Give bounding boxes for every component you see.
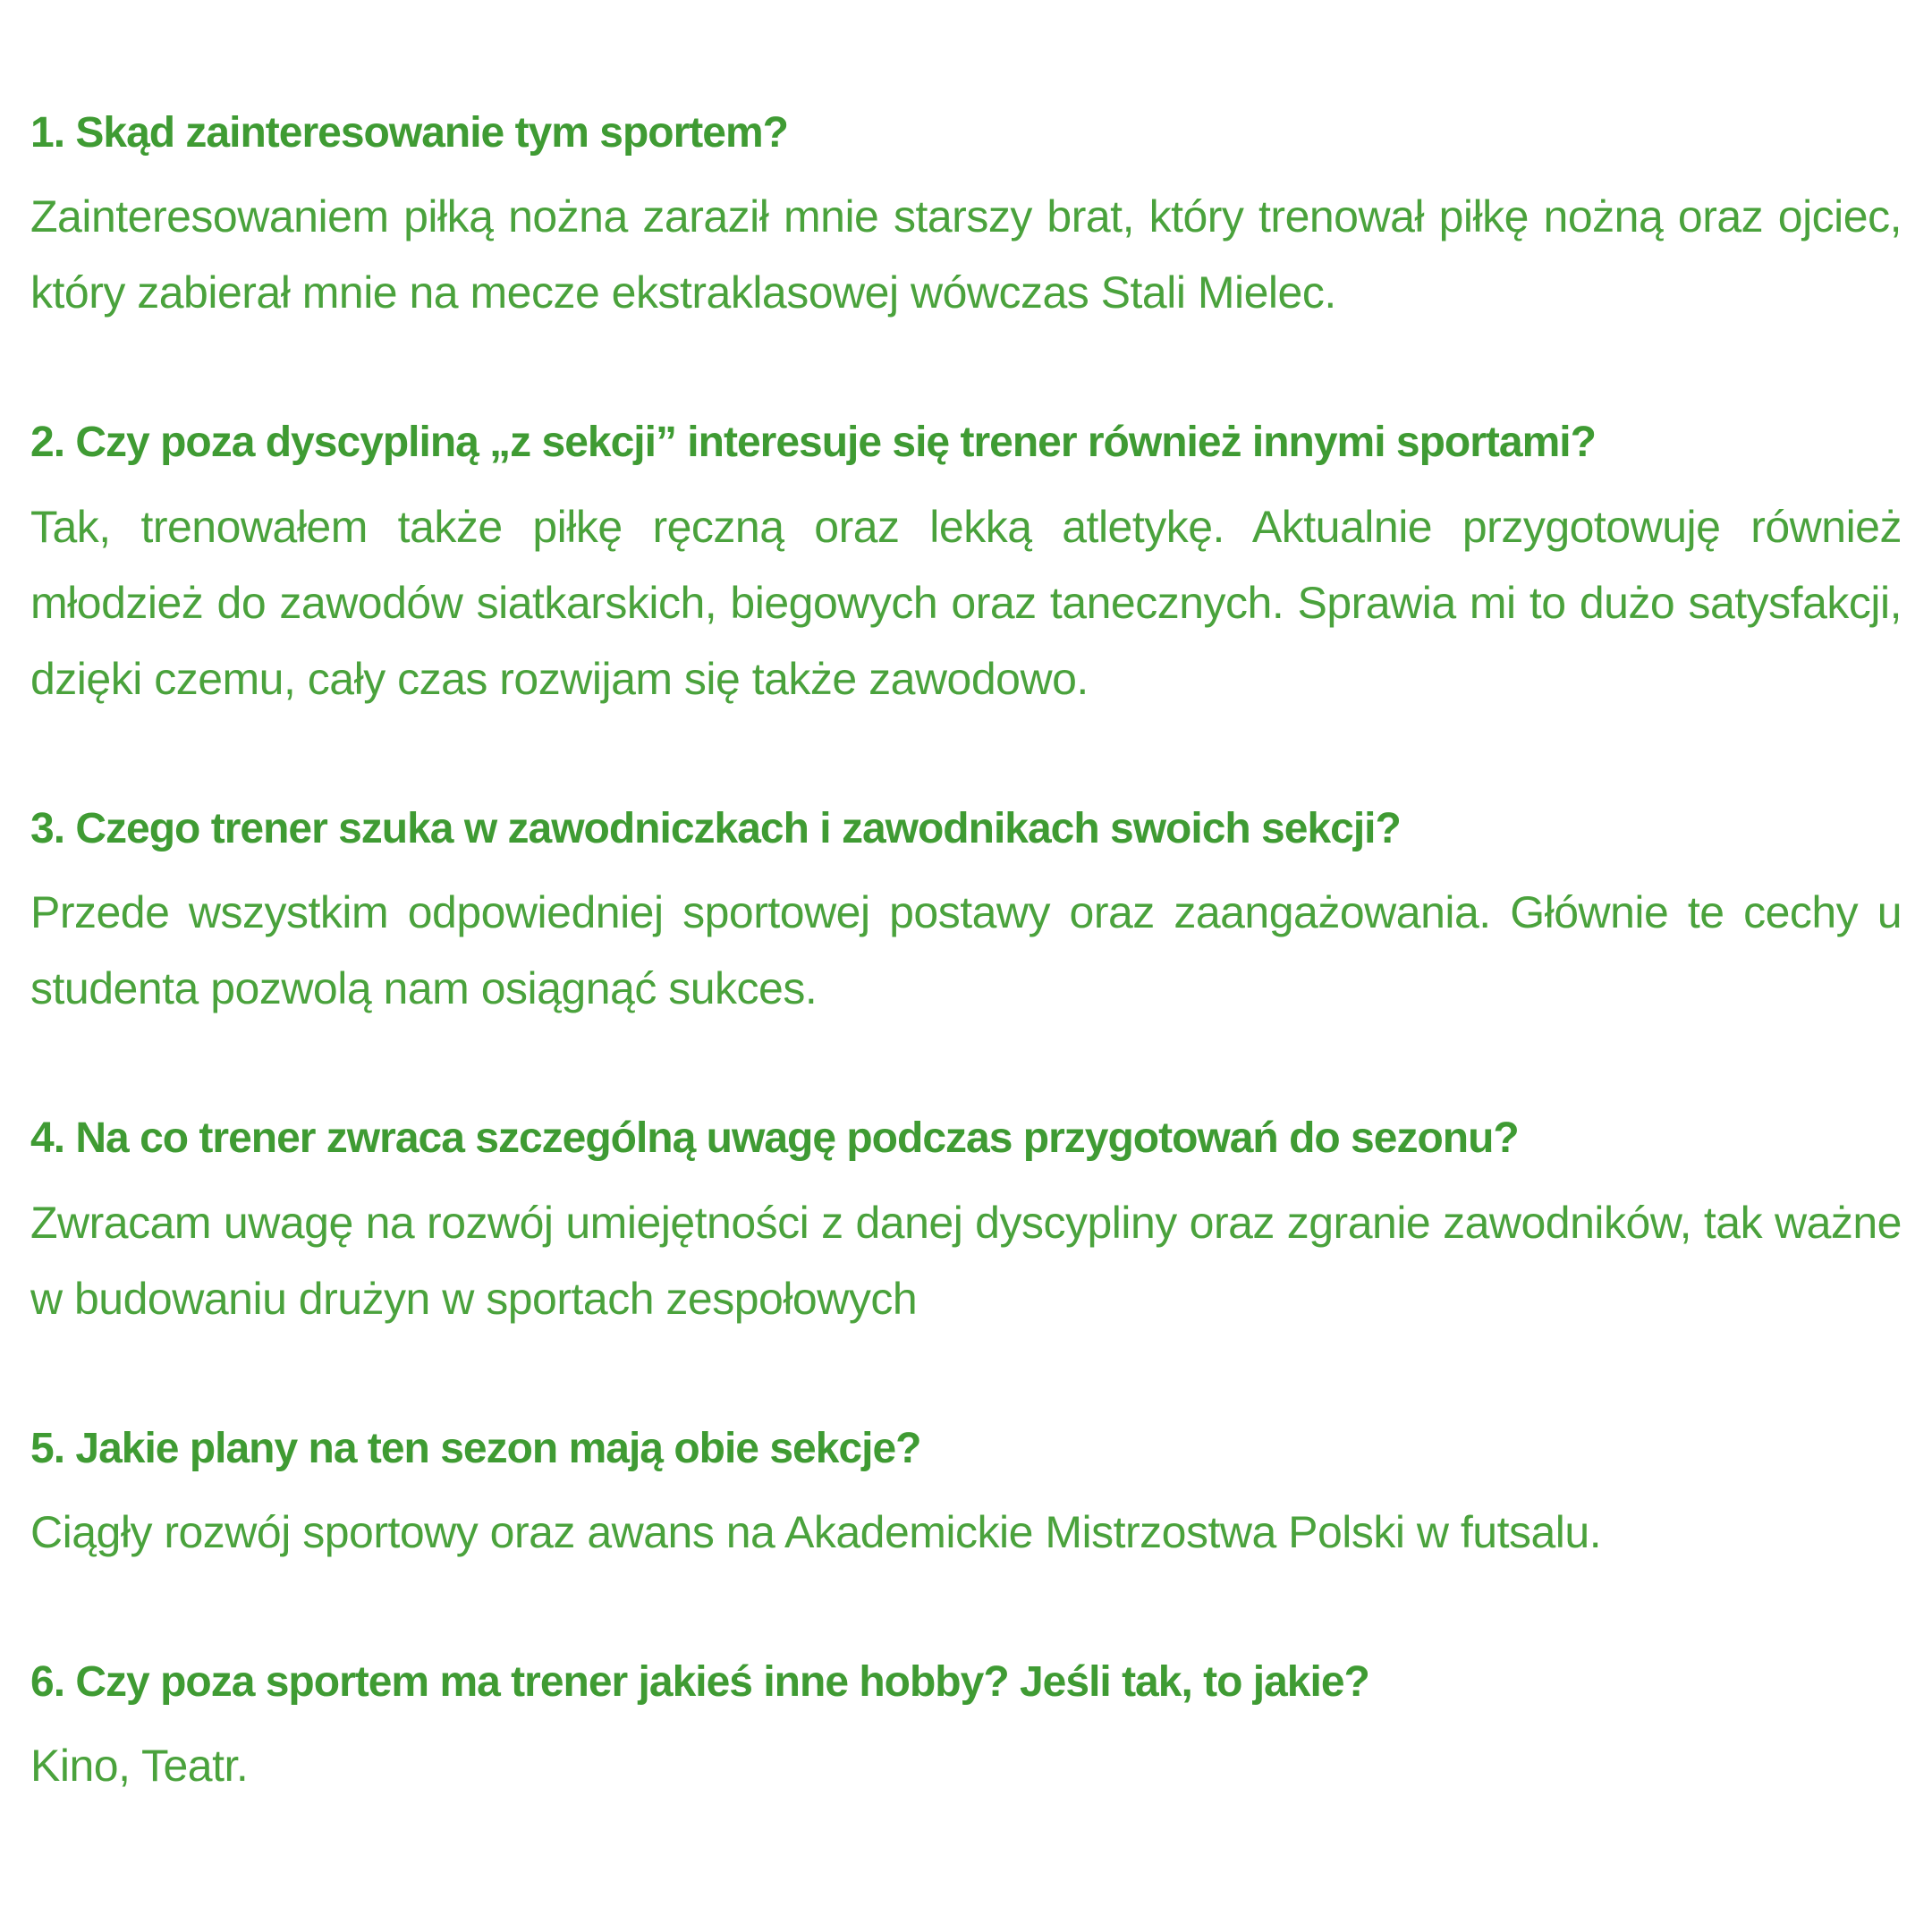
question-4: 4. Na co trener zwraca szczególną uwagę podczas przygotowań do sezonu? — [30, 1114, 1519, 1163]
answer-4: Zwracam uwagę na rozwój umiejętności z danej dyscypliny oraz zgranie zawodników, tak ważne w budowaniu drużyn w sportach zespołowych — [30, 1197, 1902, 1324]
qa-section-6 — [30, 1649, 1902, 1804]
qa-section-5 — [30, 1416, 1902, 1571]
answer-3: Przede wszystkim odpowiedniej sportowej postawy oraz zaangażowania. Głównie te cechy u studenta pozwolą nam osiągnąć sukces. — [30, 887, 1902, 1014]
question-5: 5. Jakie plany na ten sezon mają obie sekcje? — [30, 1424, 921, 1472]
question-1: 1. Skąd zainteresowanie tym sportem? — [30, 109, 788, 157]
qa-section-4 — [30, 1106, 1902, 1336]
qa-section-2 — [30, 410, 1902, 716]
qa-section-1 — [30, 100, 1902, 331]
answer-1: Zainteresowaniem piłką nożna zaraził mnie starszy brat, który trenował piłkę nożną oraz ojciec, który zabierał mnie na mecze ekstraklasowej wówczas Stali Mielec. — [30, 191, 1902, 318]
question-2: 2. Czy poza dyscypliną „z sekcji” interesuje się trener również innymi sportami? — [30, 419, 1596, 467]
answer-6: Kino, Teatr. — [30, 1741, 249, 1792]
question-6: 6. Czy poza sportem ma trener jakieś inne hobby? Jeśli tak, to jakie? — [30, 1657, 1369, 1706]
question-3: 3. Czego trener szuka w zawodniczkach i zawodnikach swoich sekcji? — [30, 804, 1401, 852]
answer-2: Tak, trenowałem także piłkę ręczną oraz lekką atletykę. Aktualnie przygotowuję również młodzież do zawodów siatkarskich, biegowych oraz tanecznych. Sprawia mi to dużo satysfakcji, dzięki czemu, cały czas rozwijam się także zawodowo. — [30, 501, 1902, 704]
answer-5: Ciągły rozwój sportowy oraz awans na Akademickie Mistrzostwa Polski w futsalu. — [30, 1506, 1602, 1557]
qa-section-3 — [30, 796, 1902, 1027]
